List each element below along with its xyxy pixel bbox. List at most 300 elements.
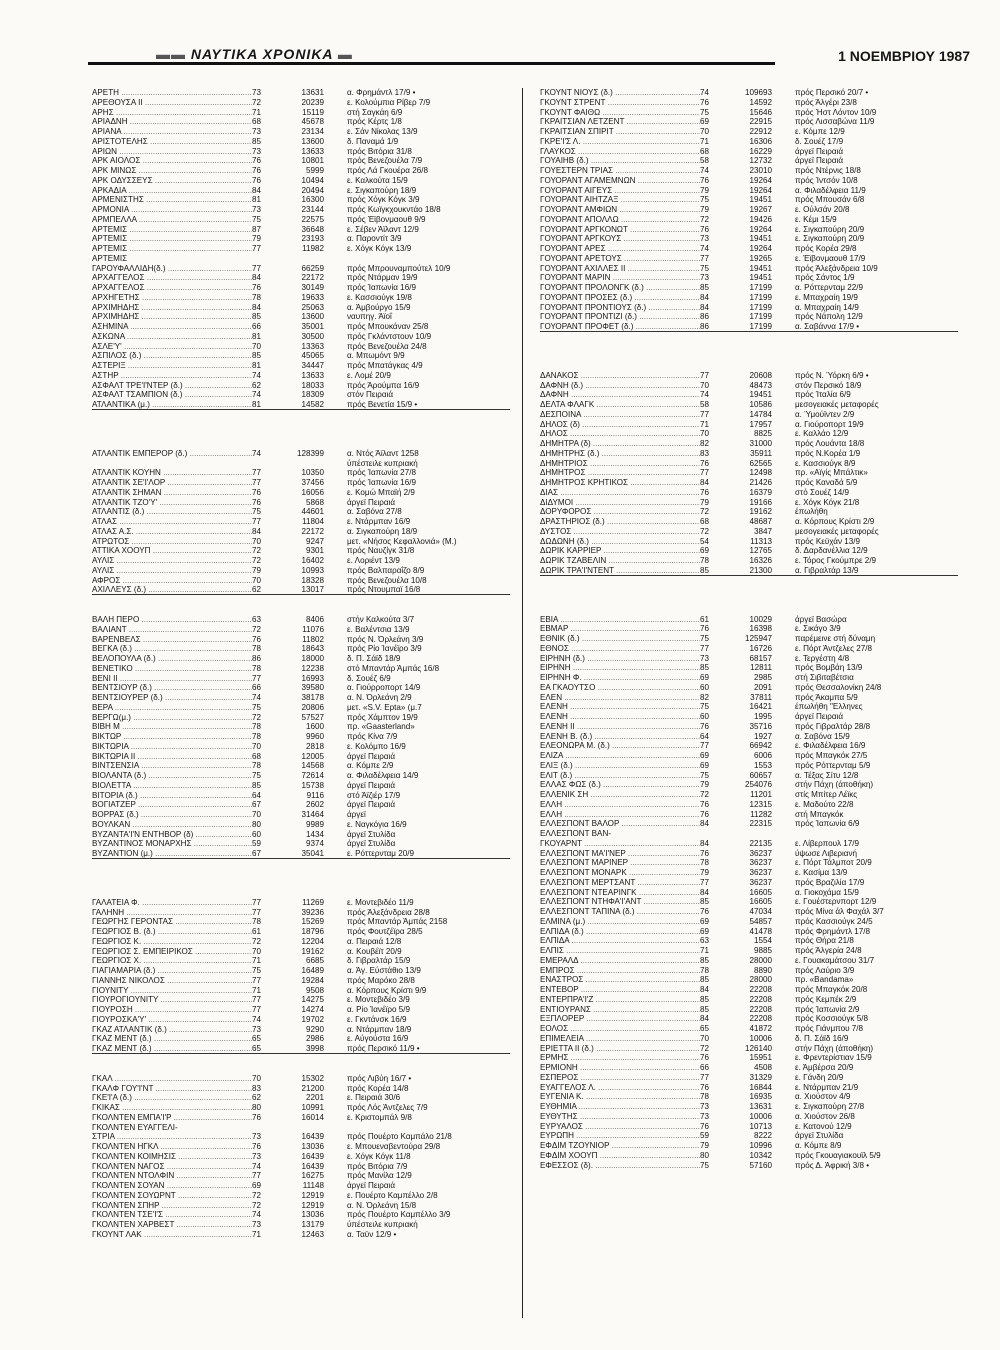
ship-position: ε. Ρόττερνταμ 20/9 bbox=[347, 849, 414, 858]
ship-position: στό Μπαντάρ Άμπάς 16/8 bbox=[347, 663, 440, 673]
build-year: 78 bbox=[252, 722, 262, 732]
ship-row bbox=[540, 303, 958, 313]
ship-row bbox=[540, 468, 958, 478]
ship-position: ε. Φρεντερίστιαν 15/9 bbox=[795, 1053, 872, 1063]
ship-position: πρός Μπουκάναν 25/8 bbox=[347, 322, 429, 331]
build-year: 73 bbox=[252, 127, 262, 136]
ship-row bbox=[92, 1191, 510, 1201]
ship-row bbox=[92, 293, 510, 303]
build-year: 86 bbox=[700, 312, 710, 322]
build-year: 74 bbox=[700, 166, 710, 175]
ship-row bbox=[540, 498, 958, 508]
ship-row bbox=[92, 664, 510, 674]
ship-name: ΓΚΟΛΝΤΕΝ ΝΑΓΟΣ ..... bbox=[92, 1162, 252, 1172]
ship-row bbox=[92, 507, 510, 517]
tonnage: 35041 bbox=[301, 849, 324, 858]
build-year: 84 bbox=[700, 478, 710, 487]
tonnage: 19264 bbox=[749, 175, 772, 185]
ship-name: ΓΟΥΟΡΑΝΤ ΠΡΟΝΤΙΟΥΣ (δ.) ..... bbox=[540, 303, 700, 313]
ship-row bbox=[92, 966, 510, 976]
ship-row bbox=[92, 127, 510, 137]
build-year: 84 bbox=[700, 887, 710, 897]
ship-row bbox=[92, 147, 510, 157]
build-year: 84 bbox=[700, 302, 710, 312]
build-year: 72 bbox=[700, 507, 710, 517]
ship-row bbox=[540, 654, 958, 664]
tonnage: 16275 bbox=[301, 1171, 324, 1181]
ship-position: πρός Κορέα 14/8 bbox=[347, 1083, 409, 1093]
build-year: 68 bbox=[700, 517, 710, 526]
tonnage: 12204 bbox=[301, 936, 324, 946]
block-gap bbox=[92, 859, 510, 898]
ship-name: ΔΩΡΙΚ ΚΑΡΡΙΕΡ ..... bbox=[540, 546, 700, 556]
build-year: 77 bbox=[700, 877, 710, 887]
tonnage: 15269 bbox=[301, 917, 324, 927]
tonnage: 41872 bbox=[749, 1024, 772, 1033]
build-year: 75 bbox=[700, 702, 710, 712]
ship-row bbox=[540, 449, 958, 459]
tonnage: 17199 bbox=[749, 283, 772, 292]
ship-row bbox=[92, 1044, 510, 1054]
build-year: 84 bbox=[252, 273, 262, 283]
ship-name: ΔΗΛΟΣ ..... bbox=[540, 429, 700, 439]
ship-position: πρός Βενετία 15/9 • bbox=[347, 400, 418, 409]
ship-name: ΒΥΖΑΝΤΑ'Ι'Ν ΕΝΤΗΒΟΡ (δ) ..... bbox=[92, 830, 252, 840]
ship-row bbox=[540, 810, 958, 820]
ship-row bbox=[92, 478, 510, 488]
tonnage: 16605 bbox=[749, 897, 772, 907]
ship-position: πρός Θεσσαλονίκη 24/8 bbox=[795, 682, 882, 692]
ship-name: ΓΚΡΑΙΤΣΙΑΝ ΛΕΤΖΕΝΤ ..... bbox=[540, 117, 700, 127]
ship-position: ε. Καλλάο 12/9 bbox=[795, 429, 849, 439]
ship-row bbox=[540, 897, 958, 907]
tonnage: 1927 bbox=[753, 731, 772, 741]
ship-name: ΔΩΡΙΚ ΤΖΑΒΕΛΙΝ ..... bbox=[540, 556, 700, 566]
ship-name: ΔΕΛΤΑ ΦΛΑΓΚ ..... bbox=[540, 400, 700, 410]
tonnage: 28000 bbox=[749, 955, 772, 965]
tonnage: 20239 bbox=[301, 97, 324, 107]
build-year: 85 bbox=[700, 663, 710, 673]
ship-name: ΑΡΧΑΓΓΕΛΟΣ ..... bbox=[92, 283, 252, 293]
ship-row bbox=[92, 1123, 510, 1133]
ship-position: πρός Βιτόρια 7/9 bbox=[347, 1161, 408, 1171]
ship-row bbox=[92, 742, 510, 752]
tonnage: 2602 bbox=[305, 800, 324, 810]
ship-position: άργεϊ Πειραιά bbox=[347, 497, 395, 507]
ship-name: ΓΟΥΟΡΑΝΤ ΑΙΓΕΥΣ ..... bbox=[540, 186, 700, 196]
tonnage: 5868 bbox=[305, 497, 324, 507]
build-year: 74 bbox=[700, 244, 710, 253]
ship-name: ΕΝΤΕΡΠΡΑ'Ι'Ζ ..... bbox=[540, 995, 700, 1005]
ship-name: ΕΦΕΣΣΟΣ (δ). ..... bbox=[540, 1161, 700, 1171]
ship-position: α. Χιούστον 4/9 bbox=[795, 1092, 851, 1102]
ship-row bbox=[540, 732, 958, 742]
ship-name: ΓΚΙΚΑΣ ..... bbox=[92, 1103, 252, 1113]
build-year: 70 bbox=[700, 1033, 710, 1043]
tonnage: 36237 bbox=[749, 848, 772, 858]
ship-name: ΓΚΑΛΦ ΓΟΥ'Ι'ΝΤ ..... bbox=[92, 1084, 252, 1094]
ship-position: πρός Ν. Όρλεάνη 3/9 bbox=[347, 634, 424, 644]
ship-row bbox=[540, 975, 958, 985]
tonnage: 31329 bbox=[749, 1072, 772, 1082]
ship-row bbox=[540, 858, 958, 868]
ship-row bbox=[540, 1044, 958, 1054]
ship-position: ε. Κριστομπάλ 9/8 bbox=[347, 1112, 412, 1122]
build-year: 85 bbox=[700, 897, 710, 907]
tonnage: 8825 bbox=[753, 429, 772, 439]
ship-row bbox=[540, 273, 958, 283]
ship-row bbox=[540, 186, 958, 196]
ship-position: πρός Γκλάντστουν 10/9 bbox=[347, 331, 432, 341]
ship-name: ΓΟΥΟΡΑΝΤ ΠΡΟΦΕΤ (δ.) ..... bbox=[540, 322, 700, 332]
tonnage: 11313 bbox=[750, 536, 772, 546]
tonnage: 21426 bbox=[749, 478, 772, 487]
build-year: 70 bbox=[252, 741, 262, 751]
ship-name: ΔΡΑΣΤΗΡΙΟΣ (δ.) ..... bbox=[540, 517, 700, 527]
build-year: 71 bbox=[700, 419, 710, 429]
tonnage: 20494 bbox=[301, 185, 324, 195]
ship-row bbox=[92, 732, 510, 742]
ship-row bbox=[92, 1034, 510, 1044]
build-year: 72 bbox=[252, 936, 262, 946]
ship-position: στή Μπαγκόκ bbox=[795, 809, 844, 819]
ship-position: στό Σουέζ 14/9 bbox=[795, 487, 850, 497]
ship-row bbox=[92, 1113, 510, 1123]
ship-row bbox=[92, 498, 510, 508]
ship-position: ε. Αύγούστα 16/9 bbox=[347, 1034, 409, 1044]
ship-position: πρός Γκουαγιακουϊλ 5/9 bbox=[795, 1150, 881, 1160]
ship-position: ε. Σιγκαπούρη 20/9 bbox=[795, 224, 865, 234]
ship-position: ε. Χόγκ Κόγκ 11/8 bbox=[347, 1151, 411, 1161]
ship-position: πρός Πουέρτο Καμπάλο 21/8 bbox=[347, 1132, 452, 1142]
tonnage: 31464 bbox=[301, 810, 324, 819]
tonnage: 12238 bbox=[301, 663, 324, 673]
ship-position: ε. Λοριέντ 13/9 bbox=[347, 556, 400, 565]
ship-row bbox=[92, 576, 510, 586]
ship-row bbox=[540, 839, 958, 849]
tonnage: 9116 bbox=[306, 790, 324, 800]
build-year: 76 bbox=[252, 1142, 262, 1151]
build-year: 73 bbox=[700, 1102, 710, 1111]
ship-name: ΕΒΜΑΡ ..... bbox=[540, 624, 700, 634]
tonnage: 16439 bbox=[301, 1151, 324, 1161]
ship-position: πρός Μπαγκόκ 20/8 bbox=[795, 985, 868, 994]
build-year: 75 bbox=[700, 1160, 710, 1170]
build-year: 76 bbox=[700, 624, 710, 634]
ship-row bbox=[92, 1162, 510, 1172]
ship-position: πρός Άρούμπα 16/9 bbox=[347, 380, 420, 390]
ship-position: α. Φρημάντλ 17/9 • bbox=[347, 88, 416, 97]
build-year: 79 bbox=[700, 868, 710, 877]
ship-name: ΑΡΙΑΔΝΗ ..... bbox=[92, 117, 252, 127]
build-year: 77 bbox=[700, 643, 710, 653]
ship-row bbox=[92, 254, 510, 264]
ship-position: άργεϊ Πειραιά bbox=[347, 751, 395, 761]
tonnage: 11076 bbox=[302, 624, 324, 634]
build-year: 76 bbox=[700, 175, 710, 185]
tonnage: 14568 bbox=[301, 761, 324, 771]
build-year: 72 bbox=[252, 556, 262, 565]
ship-name: ΒΥΖΑΝΤΙΝΟΣ ΜΟΝΑΡΧΗΣ ..... bbox=[92, 839, 252, 849]
ship-position: α. Παροντίτ 3/9 bbox=[347, 234, 402, 244]
tonnage: 16439 bbox=[301, 1161, 324, 1171]
tonnage: 38178 bbox=[301, 693, 324, 702]
build-year: 62 bbox=[252, 380, 262, 390]
ship-row bbox=[540, 1131, 958, 1141]
build-year: 74 bbox=[252, 693, 262, 702]
ship-row bbox=[540, 108, 958, 118]
ship-position: ε. Μπαχραίη 19/9 bbox=[795, 292, 858, 302]
tonnage: 16056 bbox=[301, 487, 324, 497]
tonnage: 41478 bbox=[749, 926, 772, 936]
tonnage: 19162 bbox=[749, 507, 772, 517]
tonnage: 13633 bbox=[301, 146, 324, 156]
build-year: 69 bbox=[700, 926, 710, 936]
tonnage: 8890 bbox=[753, 965, 772, 975]
ship-row bbox=[540, 771, 958, 781]
ship-name: ΓΟΥΟΡΑΝΤ ΑΡΕΤΟΥΣ ..... bbox=[540, 254, 700, 264]
ship-position: α. Γιούρροπορτ 14/9 bbox=[347, 683, 421, 693]
build-year: 84 bbox=[700, 1014, 710, 1024]
build-year: 69 bbox=[700, 117, 710, 127]
tonnage: 6006 bbox=[753, 751, 772, 760]
build-year: 68 bbox=[252, 117, 262, 127]
ship-row bbox=[92, 1142, 510, 1152]
ship-position: δ. Δαρδανέλλια 12/9 bbox=[795, 546, 868, 556]
ship-name: ΓΙΑΓΙΑΜΑΡΙΑ (δ.) ..... bbox=[92, 966, 252, 976]
ship-row bbox=[92, 976, 510, 986]
ship-row bbox=[540, 946, 958, 956]
build-year: 60 bbox=[700, 682, 710, 692]
ship-row bbox=[92, 839, 510, 849]
ship-row bbox=[540, 1092, 958, 1102]
ship-row bbox=[540, 488, 958, 498]
ship-row bbox=[92, 371, 510, 381]
tonnage: 35716 bbox=[749, 721, 772, 731]
ship-row bbox=[540, 1034, 958, 1044]
tonnage: 128399 bbox=[296, 448, 324, 458]
ship-name: ΕΛΛΕΣΠΟΝΤ ΝΤΕΑΡΙΝΓΚ ..... bbox=[540, 888, 700, 898]
build-year: 74 bbox=[252, 448, 262, 458]
tonnage: 9508 bbox=[305, 985, 324, 995]
tonnage: 11802 bbox=[302, 634, 324, 644]
ship-row bbox=[540, 322, 958, 332]
ship-name: ΒΑΛΗ ΠΕΡΟ ..... bbox=[92, 615, 252, 625]
build-year: 69 bbox=[252, 1181, 262, 1190]
ship-position: α. Γιοκοχάμα 15/9 bbox=[795, 887, 859, 897]
build-year: 71 bbox=[252, 985, 262, 995]
ship-position: άργεϊ bbox=[347, 810, 366, 819]
ship-position: ε. Λίβερπουλ 17/9 bbox=[795, 838, 860, 848]
publication-title: ▬▬ ΝΑΥΤΙΚΑ ΧΡΟΝΙΚΑ ▬ bbox=[148, 46, 361, 62]
build-year: 69 bbox=[700, 760, 710, 770]
tonnage: 17957 bbox=[749, 419, 772, 429]
build-year: 83 bbox=[700, 448, 710, 458]
build-year: 73 bbox=[700, 1111, 710, 1121]
build-year: 70 bbox=[700, 429, 710, 439]
ship-name: ΕΛΠΙΔΑ ..... bbox=[540, 936, 700, 946]
build-year: 79 bbox=[252, 234, 262, 244]
ship-name: ΕΠΙΜΕΛΕΙΑ ..... bbox=[540, 1034, 700, 1044]
ship-row bbox=[540, 439, 958, 449]
ship-row bbox=[540, 615, 958, 625]
build-year: 76 bbox=[252, 1112, 262, 1122]
block-gap bbox=[540, 576, 958, 615]
tonnage: 16300 bbox=[301, 195, 324, 205]
ship-position: πρός Κοσσιούγκ 5/8 bbox=[795, 1014, 868, 1024]
tonnage: 16844 bbox=[749, 1082, 772, 1092]
ship-name: ΓΕΩΡΓΙΟΣ Β. (δ.) ..... bbox=[92, 927, 252, 937]
tonnage: 44601 bbox=[301, 507, 324, 517]
tonnage: 1600 bbox=[305, 722, 324, 732]
build-year: 64 bbox=[252, 790, 262, 800]
ship-position: ε. Μοντεβιδέο 11/9 bbox=[347, 897, 414, 907]
tonnage: 37456 bbox=[301, 478, 324, 487]
ship-row bbox=[92, 273, 510, 283]
ship-name: ΑΤΛΑΝΤΙΚ ΣΕ'Ι'ΛΟΡ ..... bbox=[92, 478, 252, 488]
tonnage: 19451 bbox=[749, 263, 772, 273]
ship-position: ε. Κασσιούγκ 19/8 bbox=[347, 292, 412, 302]
ship-row bbox=[540, 1024, 958, 1034]
ship-name: ΓΕΩΡΓΙΟΣ Κ. ..... bbox=[92, 937, 252, 947]
ship-position: ε. Κασίμα 13/9 bbox=[795, 868, 848, 877]
build-year: 73 bbox=[700, 653, 710, 663]
ship-position: ε. Σιγκαπούρη 27/8 bbox=[795, 1102, 865, 1111]
ship-name: ΒΕΝΙ ΙΙ ..... bbox=[92, 674, 252, 684]
ship-name: ΕΛΙΞ (δ.) ..... bbox=[540, 761, 700, 771]
ship-position: πρός Μανίλα 12/9 bbox=[347, 1171, 412, 1181]
ship-block bbox=[92, 1074, 510, 1240]
ship-row bbox=[92, 995, 510, 1005]
ship-position: ε. Ντάρμπαν 16/9 bbox=[347, 517, 411, 526]
ship-position: πρός Κέρτς 1/8 bbox=[347, 117, 402, 127]
tonnage: 12315 bbox=[749, 799, 772, 809]
ship-name: ΒΙΤΟΡΙΑ (δ.) ..... bbox=[92, 791, 252, 801]
page-header bbox=[88, 38, 970, 72]
ship-row bbox=[92, 1005, 510, 1015]
ship-position: πρός Βενεζουέλα 24/8 bbox=[347, 341, 427, 351]
ship-position: δ. Σουέζ 17/9 bbox=[795, 136, 844, 146]
ship-name: ΔΗΜΗΤΡΟΣ ..... bbox=[540, 468, 700, 478]
build-year: 65 bbox=[252, 1044, 262, 1053]
ship-row bbox=[92, 937, 510, 947]
ship-name: ΕΡΜΗΣ ..... bbox=[540, 1053, 700, 1063]
ship-position: δ. Σουέζ 6/9 bbox=[347, 673, 391, 683]
ship-position: α. Κόρπους Κρίστι 2/9 bbox=[795, 517, 875, 526]
ship-name: ΕΣΠΕΡΟΣ ..... bbox=[540, 1073, 700, 1083]
ship-name: ΑΡΚ ΜΙΝΩΣ ..... bbox=[92, 166, 252, 176]
build-year: 78 bbox=[252, 292, 262, 302]
ship-row bbox=[92, 195, 510, 205]
ship-name: ΕΘΝΟΣ ..... bbox=[540, 644, 700, 654]
build-year: 76 bbox=[700, 1121, 710, 1131]
ship-position: πρός Ίταλία 6/9 bbox=[795, 390, 851, 400]
ship-position: ε. Έϊβονμαουθ 17/9 bbox=[795, 253, 866, 263]
tonnage: 19265 bbox=[749, 253, 772, 263]
ship-name: ΒΙΟΛΑΝΤΑ (δ.) ..... bbox=[92, 771, 252, 781]
ship-row bbox=[540, 868, 958, 878]
ship-name: ΒΕΝΤΣΙΟΥΡ (δ.) ..... bbox=[92, 683, 252, 693]
build-year: 75 bbox=[700, 770, 710, 780]
build-year: 84 bbox=[700, 819, 710, 829]
build-year: 87 bbox=[252, 224, 262, 234]
build-year: 70 bbox=[252, 341, 262, 351]
ship-position: παρέμεινε στή δύναμη bbox=[795, 634, 876, 643]
ship-position: άργεϊ Στυλίδα bbox=[795, 1131, 844, 1141]
tonnage: 13600 bbox=[301, 136, 324, 146]
ship-name: ΑΥΛΙΣ ..... bbox=[92, 556, 252, 566]
tonnage: 13036 bbox=[301, 1210, 324, 1220]
ship-position: πρός Λιβύη 16/7 • bbox=[347, 1073, 412, 1083]
build-year: 60 bbox=[252, 829, 262, 839]
ship-name: ΓΑΛΗΝΗ ..... bbox=[92, 908, 252, 918]
ship-position: πρός Άλεξάνδρεια 10/9 bbox=[795, 263, 878, 273]
tonnage: 21200 bbox=[301, 1083, 324, 1093]
tonnage: 14274 bbox=[301, 1005, 324, 1014]
tonnage: 12811 bbox=[750, 663, 772, 673]
ship-position: πρός Θήρα 21/8 bbox=[795, 936, 854, 946]
ship-name: ΑΡΧΗΓΕΤΗΣ ..... bbox=[92, 293, 252, 303]
ship-position: πρός Ν.Κορέα 1/9 bbox=[795, 448, 861, 458]
tonnage: 36648 bbox=[301, 224, 324, 234]
ship-position: ε. Γουέστερνπορτ 12/9 bbox=[795, 897, 877, 907]
ship-name: ΑΥΛΙΣ ..... bbox=[92, 566, 252, 576]
tonnage: 19702 bbox=[301, 1014, 324, 1024]
build-year: 54 bbox=[700, 536, 710, 546]
tonnage: 9290 bbox=[305, 1024, 324, 1034]
tonnage: 14784 bbox=[749, 409, 772, 419]
build-year: 77 bbox=[252, 897, 262, 907]
ship-row bbox=[92, 1220, 510, 1230]
ship-position: μεσογειακές μεταφορές bbox=[795, 526, 879, 536]
ship-position: στόν Πειραιά bbox=[347, 390, 394, 400]
ship-row bbox=[92, 537, 510, 547]
ship-name: ΓΟΥΟΡΑΝΤ ΠΡΟΛΟΝΓΚ (δ.) ..... bbox=[540, 283, 700, 293]
ship-name: ΔΩΔΩΝΗ (δ.) ..... bbox=[540, 537, 700, 547]
ship-position: πρός Δ. Άφρική 3/8 • bbox=[795, 1160, 870, 1170]
ship-row bbox=[92, 693, 510, 703]
tonnage: 23134 bbox=[301, 127, 324, 136]
build-year: 77 bbox=[252, 995, 262, 1005]
tonnage: 13600 bbox=[301, 312, 324, 322]
build-year: 77 bbox=[700, 741, 710, 751]
tonnage: 1995 bbox=[753, 712, 772, 721]
ship-name: ΑΡΤΕΜΙΣ ..... bbox=[92, 225, 252, 235]
ship-position: ε. Κασσιούγκ 8/9 bbox=[795, 458, 856, 468]
ship-name: ΓΚΑΖ ΜΕΝΤ (δ.) ..... bbox=[92, 1034, 252, 1044]
build-year: 77 bbox=[252, 673, 262, 683]
build-year: 65 bbox=[252, 1034, 262, 1044]
ship-position: πρός Μπρουναμπούτελ 10/9 bbox=[347, 263, 451, 273]
ship-name: ΓΟΥΟΡΑΝΤ ΜΑΡΙΝ ..... bbox=[540, 273, 700, 283]
ship-position: α. Ρίο Ίανέϊρο 5/9 bbox=[347, 1005, 410, 1014]
ship-position: α. Κόμπε 2/9 bbox=[347, 761, 394, 771]
tonnage: 16402 bbox=[301, 556, 324, 565]
tonnage: 10996 bbox=[749, 1141, 772, 1150]
ship-row bbox=[92, 205, 510, 215]
ship-name: ΓΚΑΛ ..... bbox=[92, 1074, 252, 1084]
ship-name: ΕΦΔΙΜ ΧΟΟΥΠ ..... bbox=[540, 1151, 700, 1161]
ship-name: ΒΑΛΙΑΝΤ ..... bbox=[92, 625, 252, 635]
ship-row bbox=[540, 156, 958, 166]
ship-row bbox=[540, 1053, 958, 1063]
ship-position: πρός Έϊβονμαουθ 9/9 bbox=[347, 214, 426, 224]
ship-name: ΓΚΟΛΝΤΕΝ ΚΟΙΜΗΣΙΣ ..... bbox=[92, 1152, 252, 1162]
build-year: 83 bbox=[252, 1083, 262, 1093]
ship-position: πρός Μπουσάν 6/8 bbox=[795, 195, 865, 205]
ship-position: πρός Ρίο Ίανέϊρο 3/9 bbox=[347, 644, 422, 654]
build-year: 80 bbox=[700, 1150, 710, 1160]
